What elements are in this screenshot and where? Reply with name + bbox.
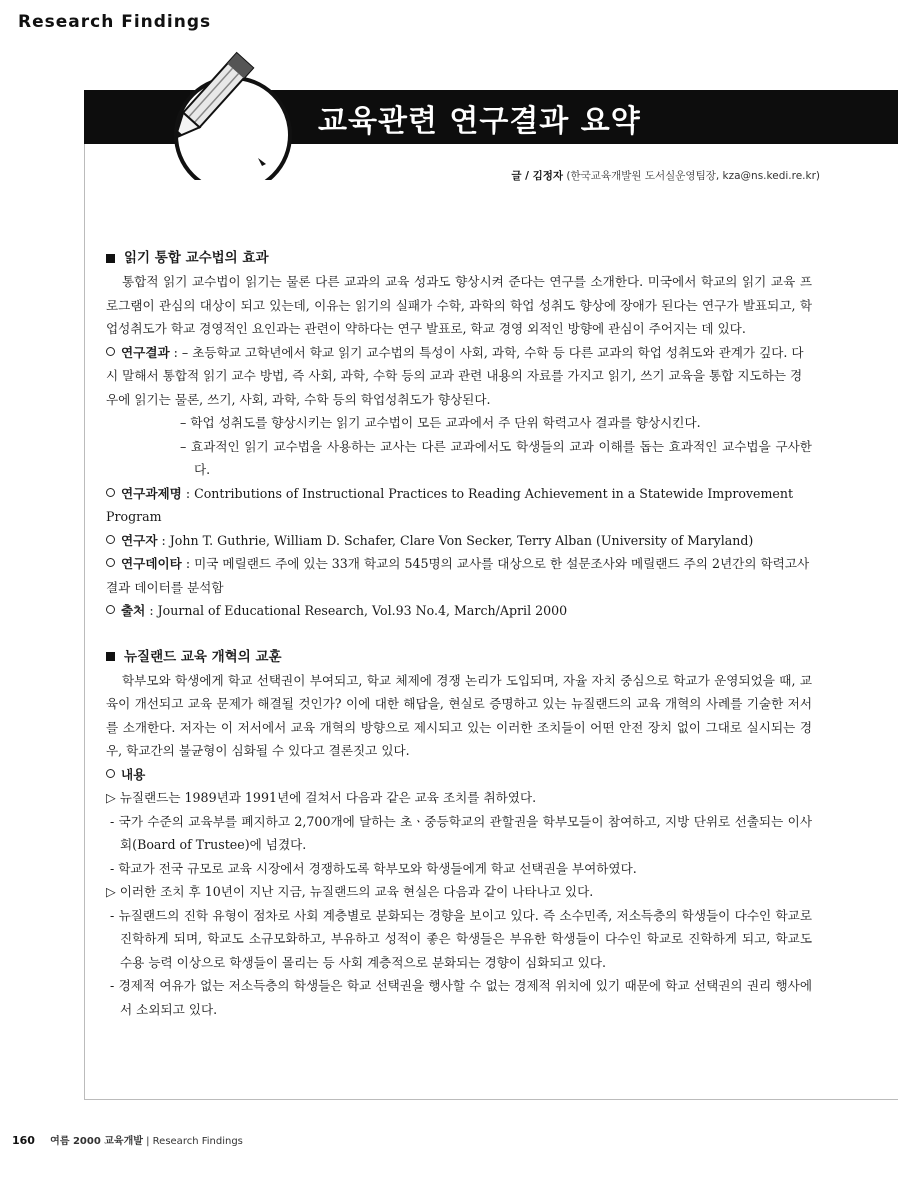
researcher-label: 연구자: [121, 532, 158, 548]
circle-bullet-icon: [106, 769, 115, 778]
research-data-value: 미국 메릴랜드 주에 있는 33개 학교의 545명의 교사를 대상으로 한 설문조사와 메릴랜드 주의 2년간의 학력고사 결과 데이터를 분석함: [106, 556, 810, 595]
footer-separator: |: [146, 1136, 150, 1147]
article-body: [106, 246, 812, 1021]
result-item: – 학업 성취도를 향상시키는 읽기 교수법이 모든 교과에서 주 단위 학력고사 결과를 향상시킨다.: [180, 415, 701, 430]
section2-heading-text: 뉴질랜드 교육 개혁의 교훈: [124, 648, 282, 665]
arrow-point: ▷ 이러한 조치 후 10년이 지난 지금, 뉴질랜드의 교육 현실은 다음과 같이 나타나고 있다.: [106, 884, 594, 899]
result-item: 초등학교 고학년에서 학교 읽기 교수법의 특성이 사회, 과학, 수학 등 다른 교과의 학업 성취도와 관계가 깊다. 다시 말해서 통합적 읽기 교수 방법, 즉 사회, 과학, 수학 등의 교과 관련 내용의 자료를 가지고 읽기, 쓰기 교육을 통합 지도하는 경우에 읽기는 물론, 쓰기, 사회, 과학, 수학 등의 학업성취도가 향상된다.: [106, 344, 804, 407]
frame-rule-bottom: [84, 1099, 898, 1100]
byline-affiliation: (한국교육개발원 도서실운영팀장, kza@ns.kedi.re.kr): [566, 170, 820, 182]
page-title: 교육관련 연구결과 요약: [318, 104, 641, 139]
study-title-row: 연구과제명 : Contributions of Instructional Practices to Reading Achievement in a Statewide Improvement Program: [106, 485, 794, 524]
dash-item: - 학교가 전국 규모로 교육 시장에서 경쟁하도록 학부모와 학생들에게 학교 선택권을 부여하였다.: [110, 860, 637, 876]
page-footer: [12, 1132, 243, 1147]
footer-section: Research Findings: [152, 1136, 243, 1147]
result-label: 연구결과: [121, 344, 170, 360]
content-label: 내용: [121, 766, 146, 782]
dash-item: - 경제적 여유가 없는 저소득층의 학생들은 학교 선택권을 행사할 수 없는 경제적 위치에 있기 때문에 학교 선택권의 권리 행사에서 소외되고 있다.: [110, 978, 813, 1017]
researcher-row: 연구자 : John T. Guthrie, William D. Schafer, Clare Von Secker, Terry Alban (University of Maryland): [106, 529, 812, 553]
square-bullet-icon: [106, 652, 115, 661]
frame-rule-left: [84, 144, 85, 1099]
study-title-label: 연구과제명: [121, 485, 182, 501]
section1-heading: [106, 246, 812, 270]
circle-bullet-icon: [106, 488, 115, 497]
source-label: 출처: [121, 603, 146, 618]
section1-heading-text: 읽기 통합 교수법의 효과: [124, 250, 269, 266]
circle-bullet-icon: [106, 558, 115, 567]
section1-intro: 통합적 읽기 교수법이 읽기는 물론 다른 교과의 교육 성과도 향상시켜 준다는 연구를 소개한다. 미국에서 학교의 읽기 교육 프로그램이 관심의 대상이 되고 있는데, 이유는 읽기의 실패가 수학, 과학의 학업 성취도 향상에 장애가 된다는 연구가 발표되고, 학업성취도가 학교 경영적인 요인과는 관련이 약하다는 연구 발표로, 학교 경영 외적인 방향에 관심이 주어지는 데 있다.: [106, 274, 812, 336]
source-row: 출처 : Journal of Educational Research, Vol.93 No.4, March/April 2000: [106, 599, 812, 623]
pencil-icon: [140, 40, 300, 180]
circle-bullet-icon: [106, 605, 115, 614]
square-bullet-icon: [106, 254, 115, 263]
result-block: 연구결과 : – 초등학교 고학년에서 학교 읽기 교수법의 특성이 사회, 과학, 수학 등 다른 교과의 학업 성취도와 관계가 깊다. 다시 말해서 통합적 읽기 교수 방법, 즉 사회, 과학, 수학 등의 교과 관련 내용의 자료를 가지고 읽기, 쓰기 교육을 통합 지도하는 경우에 읽기는 물론, 쓰기, 사회, 과학, 수학 등의 학업성취도가 향상된다.: [106, 344, 804, 407]
circle-bullet-icon: [106, 535, 115, 544]
dash-item: - 뉴질랜드의 진학 유형이 점차로 사회 계층별로 분화되는 경향을 보이고 있다. 즉 소수민족, 저소득층의 학생들이 다수인 학교로 진학하게 되며, 학교도 소규모화하고, 부유하고 성적이 좋은 학생들은 부유한 학생들이 다수인 학교로 진학하게 되고, 학교도 수용 능력 이상으로 학생들이 몰리는 등 사회 계층적으로 분화되는 경향이 심화되고 있다.: [110, 907, 812, 970]
research-data-label: 연구데이타: [121, 556, 182, 571]
content-label-row: [106, 763, 812, 787]
section2-heading: [106, 645, 812, 669]
study-title-value: Contributions of Instructional Practices to Reading Achievement in a Statewide Improvement Program: [106, 485, 794, 524]
byline: [511, 168, 820, 183]
source-value: Journal of Educational Research, Vol.93 No.4, March/April 2000: [157, 603, 568, 618]
section2-intro: 학부모와 학생에게 학교 선택권이 부여되고, 학교 체제에 경쟁 논리가 도입되며, 자율 자치 중심으로 학교가 운영되었을 때, 교육이 개선되고 교육 문제가 해결될 것인가? 이에 대한 해답을, 현실로 증명하고 있는 뉴질랜드의 교육 개혁의 사례를 기술한 저서를 소개한다. 저자는 이 저서에서 교육 개혁의 방향으로 제시되고 있는 이러한 조치들이 어떤 안전 장치 없이 그대로 실시되는 경우, 학교간의 불균형이 심화될 수 있다고 결론짓고 있다.: [106, 672, 812, 758]
circle-bullet-icon: [106, 347, 115, 356]
magazine-name: 여름 2000 교육개발: [50, 1136, 143, 1147]
section-label: Research Findings: [18, 12, 212, 32]
result-item: – 효과적인 읽기 교수법을 사용하는 교사는 다른 교과에서도 학생들의 교과 이해를 돕는 효과적인 교수법을 구사한다.: [180, 438, 812, 477]
byline-author: 글 / 김정자: [511, 170, 564, 182]
researcher-value: John T. Guthrie, William D. Schafer, Clare Von Secker, Terry Alban (University of Maryland): [169, 532, 754, 548]
page-number: 160: [12, 1134, 35, 1147]
arrow-point: ▷ 뉴질랜드는 1989년과 1991년에 걸쳐서 다음과 같은 교육 조치를 취하였다.: [106, 790, 537, 805]
research-data-row: 연구데이타 : 미국 메릴랜드 주에 있는 33개 학교의 545명의 교사를 대상으로 한 설문조사와 메릴랜드 주의 2년간의 학력고사 결과 데이터를 분석함: [106, 556, 810, 595]
dash-item: - 국가 수준의 교육부를 폐지하고 2,700개에 달하는 초ㆍ중등학교의 관할권을 학부모들이 참여하고, 지방 단위로 선출되는 이사회(Board of Trustee)에 넘겼다.: [110, 813, 812, 852]
